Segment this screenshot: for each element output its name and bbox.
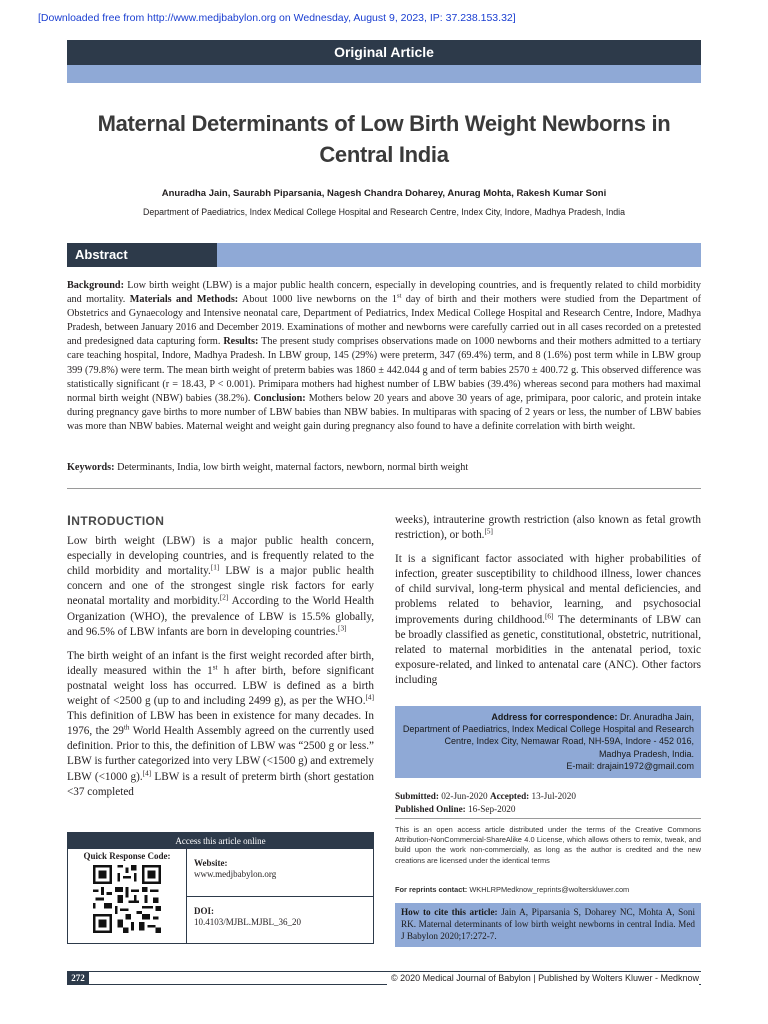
doi-row xyxy=(187,896,373,943)
access-online-box xyxy=(67,832,374,944)
right-p2-text-b: The determinants of LBW can be broadly classified as genetic, constitutional, obstetric, nutritional, related to maternal morbidities in the antenatal period, toxic exposure-related, and linked to antenatal care (ANC). Other factors including xyxy=(395,613,701,686)
intro-p2-text-e: LBW is a result of preterm birth (short gestation <37 completed xyxy=(67,770,374,798)
abstract-methods-text: About 1000 live newborns on the 1 xyxy=(238,294,397,306)
accepted-label: Accepted: xyxy=(489,791,530,801)
citation-ref: [3] xyxy=(338,623,347,632)
dates-divider xyxy=(395,818,701,819)
submitted-date: 02-Jun-2020 xyxy=(438,791,488,801)
correspondence-line-3: Centre, Index City, Nemawar Road, NH-59A, Indore - 452 016, xyxy=(444,736,694,747)
correspondence-label: Address for correspondence: xyxy=(491,712,618,722)
access-box-heading: Access this article online xyxy=(68,833,373,849)
article-type-band xyxy=(67,65,701,83)
article-title: Maternal Determinants of Low Birth Weight Newborns in Central India xyxy=(97,111,671,167)
abstract-body xyxy=(67,279,701,434)
right-p1-text: weeks), intrauterine growth restriction (also known as fetal growth restriction), or both. xyxy=(395,514,701,542)
citation-ref: [6] xyxy=(544,611,554,620)
abstract-methods-sup: st xyxy=(396,292,402,300)
abstract-conclusion-label: Conclusion: xyxy=(253,392,306,404)
abstract-methods-text-2: day of birth and their mothers were studied from the Department of Obstetrics and Gynaecology and Intensive neonatal care, Department of Pediatrics, Index Medical College Hospital and Research Centre, Indore, Madhya Pradesh, between January 2016 and December 2019. Examinations of mother and newborns were carefully carried out in all cases recorded on a pretested and predesigned data capturing form. xyxy=(67,294,701,348)
introduction-heading-cap: I xyxy=(67,512,72,528)
intro-p1-text: Low birth weight (LBW) is a major public health concern, especially in developing countries, and is frequently related to the child morbidity and mortality. xyxy=(67,535,374,578)
correspondence-line-4: Madhya Pradesh, India. xyxy=(598,748,694,759)
access-box-body xyxy=(68,849,373,943)
footer-copyright: © 2020 Medical Journal of Babylon | Published by Wolters Kluwer - Medknow xyxy=(387,972,699,985)
right-p2-text-a: It is a significant factor associated with higher probabilities of infection, greater susceptibility to childhood illness, lower chances of child survival, long-term physical and mental deficiencies, and problems related to behavior, learning, and psychosocial improvements during childhood. xyxy=(395,553,701,626)
left-column xyxy=(67,513,374,809)
citation-text: Jain A, Piparsania S, Doharey NC, Mohta A, Soni RK. Maternal determinants of low birth weight newborns in central India. Med J Babylon 2020;17:272-7. xyxy=(401,907,695,941)
author-affiliation: Department of Paediatrics, Index Medical College Hospital and Research Centre, Index City, Indore, Madhya Pradesh, India xyxy=(143,207,625,217)
page-number: 272 xyxy=(67,971,89,985)
published-label: Published Online: xyxy=(395,803,466,814)
page-footer xyxy=(67,971,701,985)
correspondence-line-1 xyxy=(395,711,694,723)
ordinal-sup: st xyxy=(212,663,218,672)
keywords xyxy=(67,461,701,475)
intro-p2-text-b: h after birth, before significant postnatal weight loss has occurred. LBW is defined as a birth weight of <2500 g (up to and including 2499 g), as per the WHO. xyxy=(67,664,374,708)
right-paragraph-1 xyxy=(395,513,701,543)
access-info-column xyxy=(187,849,373,943)
dates-line-2 xyxy=(395,803,701,816)
abstract-heading: Abstract xyxy=(67,243,217,267)
author-list: Anuradha Jain, Saurabh Piparsania, Nagesh Chandra Doharey, Anurag Mohta, Rakesh Kumar Soni xyxy=(161,188,607,199)
citation-ref: [1] xyxy=(210,563,220,572)
intro-p2-text-d: World Health Assembly agreed on the currently used definition. Prior to this, the definition of LBW was “2500 g or less.” LBW is further categorized into very LBW (<1500 g) and extremely LBW (<1000 g). xyxy=(67,725,374,783)
citation-ref: [4] xyxy=(365,693,374,702)
abstract-methods-label: Materials and Methods: xyxy=(129,294,239,306)
intro-p2-text-c: This definition of LBW has been in existence for many decades. In 1976, the 29 xyxy=(67,710,374,738)
abstract-results-label: Results: xyxy=(223,336,259,348)
download-banner: [Downloaded free from http://www.medjbabylon.org on Wednesday, August 9, 2023, IP: 37.238.153.32] xyxy=(38,12,516,24)
reprints-contact xyxy=(395,885,701,894)
introduction-heading-rest: NTRODUCTION xyxy=(71,514,165,528)
intro-p2-text-a: The birth weight of an infant is the first weight recorded after birth, ideally measured within the 1 xyxy=(67,649,374,677)
keywords-label: Keywords: xyxy=(67,462,115,473)
intro-p1-text-c: According to the World Health Organization (WHO), the prevalence of LBW is 15.5% globally, and 96.5% of LBW infants are born in developing countries. xyxy=(67,595,374,638)
abstract-background-text: Low birth weight (LBW) is a major public health concern, especially in developing countries, and is frequently related to child morbidity and mortality. xyxy=(67,280,701,306)
introduction-heading xyxy=(67,513,374,529)
doi-link[interactable]: 10.4103/MJBL.MJBL_36_20 xyxy=(194,917,302,927)
reprints-email[interactable]: WKHLRPMedknow_reprints@wolterskluwer.com xyxy=(467,885,630,894)
abstract-heading-band xyxy=(217,243,701,267)
license-notice: This is an open access article distributed under the terms of the Creative Commons Attribution-NonCommercial-ShareAlike 4.0 License, which allows others to remix, tweak, and build upon the work non-commercially, as long as the author is credited and the new creations are licensed under the identical terms xyxy=(395,825,701,865)
abstract-divider xyxy=(67,488,701,489)
abstract-conclusion-text: Mothers below 20 years and above 30 years of age, primipara, poor caloric, and protein intake during pregnancy gave births to more number of LBW babies than NBW babies. In multiparas with spacing of 2 years or less, the number of LBW babies was more than NBW babies. Maternal weight and weight gain during pregnancy also found to have a definite correlation with birth weight. xyxy=(67,392,701,432)
submitted-label: Submitted: xyxy=(395,791,439,801)
publication-dates xyxy=(395,790,701,815)
correspondence-email[interactable]: E-mail: drajain1972@gmail.com xyxy=(566,760,694,771)
correspondence-name: Dr. Anuradha Jain, xyxy=(617,712,694,722)
right-column xyxy=(395,513,701,697)
citation-label: How to cite this article: xyxy=(401,907,498,917)
intro-p1-text-b: LBW is a major public health concern and one of the strongest single risk factors for early neonatal mortality and morbidity. xyxy=(67,565,374,608)
intro-paragraph-1 xyxy=(67,534,374,640)
intro-paragraph-2 xyxy=(67,649,374,800)
ordinal-sup: th xyxy=(123,723,130,732)
reprints-label: For reprints contact: xyxy=(395,885,468,894)
citation-ref: [5] xyxy=(484,527,493,536)
qr-label: Quick Response Code: xyxy=(83,851,171,861)
citation-ref: [2] xyxy=(219,593,229,602)
doi-label: DOI: xyxy=(194,906,214,916)
published-date: 16-Sep-2020 xyxy=(465,803,516,814)
citation-ref: [4] xyxy=(142,768,152,777)
correspondence-line-2: Department of Paediatrics, Index Medical College Hospital and Research xyxy=(402,724,694,735)
website-label: Website: xyxy=(194,858,228,868)
keywords-text: Determinants, India, low birth weight, maternal factors, newborn, normal birth weight xyxy=(114,462,469,473)
article-type-banner: Original Article xyxy=(67,40,701,65)
qr-column xyxy=(68,849,187,943)
website-link[interactable]: www.medjbabylon.org xyxy=(194,869,277,879)
abstract-background-label: Background: xyxy=(67,280,124,291)
correspondence-box xyxy=(395,706,701,778)
dates-line-1 xyxy=(395,790,701,803)
abstract-results-text: The present study comprises observations made on 1000 newborns and their mothers admitted to a tertiary care teaching hospital, Indore, Madhya Pradesh. In LBW group, 145 (29%) were preterm, 347 (69.4%) term, and 8 (1.6%) post term while in LBW group 399 (79.8%) were term. The mean birth weight of preterm babies was 1860 ± 442.044 g and of term babies 2570 ± 400.72 g. This observed difference was statistically significant (r = 18.43, P < 0.001). Primipara mothers had highest number of LBW babies (39.4%) whereas second para mothers had maximal normal birth weight (NBW) babies (38.2%). xyxy=(67,336,701,404)
right-paragraph-2 xyxy=(395,552,701,688)
footer-band xyxy=(89,971,701,985)
accepted-date: 13-Jul-2020 xyxy=(529,791,576,801)
citation-box xyxy=(395,903,701,947)
qr-code-icon[interactable] xyxy=(93,865,161,933)
website-row xyxy=(187,849,373,896)
